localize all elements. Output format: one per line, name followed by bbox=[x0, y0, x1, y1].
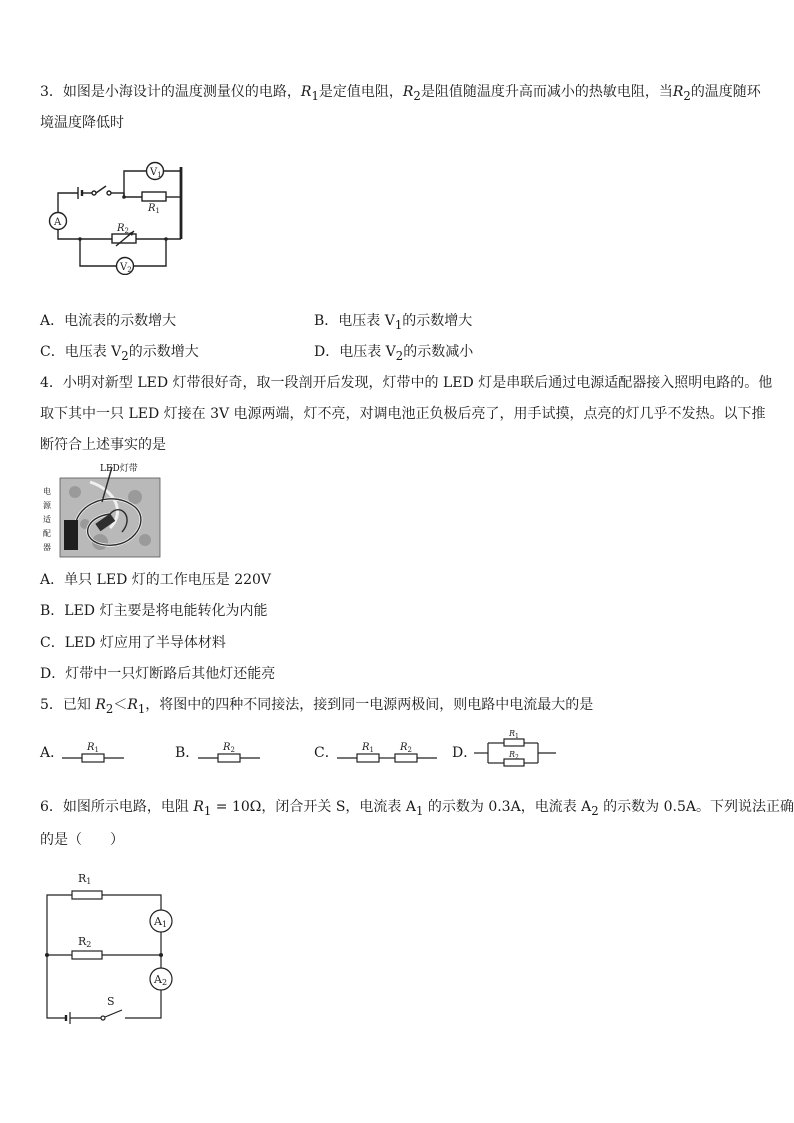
svg-text:R2 bbox=[116, 223, 129, 235]
q3-option-b[interactable] bbox=[314, 311, 472, 335]
svg-text:R1 bbox=[78, 872, 91, 886]
ammeter-label: A bbox=[54, 217, 62, 228]
r2-label: R bbox=[400, 742, 408, 753]
q4-option-c[interactable]: C．LED 灯应用了半导体材料 bbox=[40, 635, 226, 651]
option-text: 的示数减小 bbox=[403, 344, 474, 360]
v1-subscript: 1 bbox=[157, 171, 162, 179]
q3-option-a[interactable]: A．电流表的示数增大 bbox=[40, 313, 177, 329]
q3-option-c[interactable] bbox=[40, 342, 199, 366]
r1-label-subscript: 1 bbox=[94, 746, 99, 754]
r2-label: R bbox=[78, 935, 87, 948]
r1-label: R bbox=[87, 742, 95, 753]
r1-label-subscript: 1 bbox=[86, 877, 92, 886]
q4-option-d[interactable]: D．灯带中一只灯断路后其他灯还能亮 bbox=[40, 666, 276, 682]
option-subscript: 1 bbox=[394, 317, 403, 332]
q3-stem-text: 是阻值随温度升高而减小的热敏电阻，当 bbox=[420, 84, 673, 100]
q6-circuit-diagram bbox=[40, 865, 185, 1030]
option-text: 的示数增大 bbox=[128, 344, 199, 360]
led-strip-photo bbox=[40, 462, 162, 559]
r2-symbol: R bbox=[402, 84, 414, 100]
v2-subscript: 2 bbox=[127, 266, 132, 274]
photo-label-led-strip: LED灯带 bbox=[100, 464, 138, 474]
q4-stem-line2: 取下其中一只 LED 灯接在 3V 电源两端，灯不亮，对调电池正负极后亮了，用手试摸，点亮的灯几乎不发热。以下推 bbox=[40, 406, 766, 422]
a1-label: A bbox=[154, 915, 162, 928]
option-text: B．电压表 V bbox=[314, 313, 395, 329]
option-subscript: 2 bbox=[121, 348, 129, 363]
q3-stem-line1 bbox=[40, 82, 761, 106]
r1-label: R bbox=[509, 729, 516, 738]
r2-label-subscript: 2 bbox=[515, 754, 519, 761]
q6-stem-text: ，闭合开关 S，电流表 A bbox=[261, 799, 416, 815]
q3-stem-text: 的温度随环 bbox=[690, 84, 761, 100]
q5-option-d-label[interactable]: D． bbox=[452, 745, 478, 761]
q5-option-d-circuit[interactable] bbox=[474, 727, 556, 775]
svg-text:V1 bbox=[149, 167, 162, 179]
q5-option-a-label[interactable]: A． bbox=[40, 745, 65, 761]
v2-label: V bbox=[120, 262, 128, 273]
q3-circuit-diagram bbox=[40, 155, 190, 275]
r1-label-subscript: 1 bbox=[155, 207, 160, 215]
q6-stem-text: 6．如图所示电路，电阻 bbox=[40, 799, 194, 815]
r2-subscript: 2 bbox=[105, 701, 114, 716]
q3-stem-text: 3．如图是小海设计的温度测量仪的电路， bbox=[40, 84, 301, 100]
r2-label: R bbox=[509, 750, 516, 759]
q5-stem-text: ，将图中的四种不同接法，接到同一电源两极间，则电路中电流最大的是 bbox=[145, 697, 594, 713]
q5-option-c-label[interactable]: C． bbox=[314, 745, 339, 761]
r1-symbol: R bbox=[300, 84, 312, 100]
q6-stem-text: 的示数为 0.5A。下列说法正确 bbox=[598, 799, 794, 815]
r2-subscript: 2 bbox=[413, 88, 421, 103]
svg-text:A1 bbox=[153, 915, 167, 929]
svg-text:V2 bbox=[119, 262, 132, 274]
switch-label: S bbox=[107, 995, 115, 1008]
q6-stem-line1 bbox=[40, 797, 794, 821]
r2-label-subscript: 2 bbox=[86, 940, 92, 949]
svg-text:R2 bbox=[222, 742, 235, 754]
r2-subscript: 2 bbox=[683, 88, 691, 103]
r1-symbol: R bbox=[127, 697, 138, 713]
r1-label: R bbox=[148, 203, 156, 214]
photo-label-adapter: 配 bbox=[43, 529, 51, 538]
q5-option-b-circuit[interactable] bbox=[198, 736, 260, 766]
svg-text:R1 bbox=[361, 742, 374, 754]
q3-stem-text: 是定值电阻， bbox=[318, 84, 403, 100]
r1-label-subscript: 1 bbox=[369, 746, 374, 754]
svg-text:A2 bbox=[153, 973, 167, 987]
r1-label-subscript: 1 bbox=[515, 733, 519, 740]
r1-label: R bbox=[362, 742, 370, 753]
r2-label-subscript: 2 bbox=[230, 746, 235, 754]
r1-subscript: 1 bbox=[203, 803, 212, 818]
photo-label-adapter: 电 bbox=[43, 487, 51, 496]
r1-label: R bbox=[78, 872, 87, 885]
a2-subscript: 2 bbox=[591, 803, 599, 818]
less-than-sign: ＜ bbox=[113, 697, 128, 713]
a1-subscript: 1 bbox=[416, 803, 424, 818]
v1-label: V bbox=[150, 167, 158, 178]
option-text: 的示数增大 bbox=[402, 313, 473, 329]
svg-text:R1 bbox=[86, 742, 99, 754]
photo-label-adapter: 器 bbox=[43, 543, 51, 552]
a2-label-subscript: 2 bbox=[161, 978, 168, 987]
r1-subscript: 1 bbox=[137, 701, 146, 716]
a1-label-subscript: 1 bbox=[161, 920, 168, 929]
a2-label: A bbox=[154, 973, 162, 986]
r2-symbol: R bbox=[672, 84, 684, 100]
photo-label-adapter: 适 bbox=[43, 515, 51, 524]
q6-stem-text: 的示数为 0.3A，电流表 A bbox=[423, 799, 592, 815]
r1-symbol: R bbox=[193, 799, 204, 815]
svg-text:R1 bbox=[147, 203, 160, 215]
r2-label-subscript: 2 bbox=[124, 227, 129, 235]
r2-label: R bbox=[223, 742, 231, 753]
svg-text:R2 bbox=[78, 935, 91, 949]
r2-label: R bbox=[117, 223, 125, 234]
q4-stem-line1: 4．小明对新型 LED 灯带很好奇，取一段剖开后发现，灯带中的 LED 灯是串联后通过电源适配器接入照明电路的。他 bbox=[40, 375, 773, 391]
svg-text:R1 bbox=[508, 729, 519, 740]
q5-option-b-label[interactable]: B． bbox=[175, 745, 200, 761]
svg-text:R2 bbox=[399, 742, 412, 754]
photo-label-adapter: 源 bbox=[43, 501, 51, 510]
q4-option-b[interactable]: B．LED 灯主要是将电能转化为内能 bbox=[40, 603, 268, 619]
q3-stem-line2: 境温度降低时 bbox=[40, 115, 124, 131]
option-text: D．电压表 V bbox=[314, 344, 396, 360]
option-subscript: 2 bbox=[395, 348, 404, 363]
q5-stem bbox=[40, 695, 593, 719]
option-text: C．电压表 V bbox=[40, 344, 122, 360]
q6-stem-line2: 的是（ ） bbox=[40, 832, 124, 848]
q4-stem-line3: 断符合上述事实的是 bbox=[40, 437, 166, 453]
r1-subscript: 1 bbox=[311, 88, 319, 103]
r1-value: = 10Ω bbox=[211, 799, 262, 815]
q5-option-a-circuit[interactable] bbox=[62, 736, 124, 766]
q5-stem-text: 5．已知 bbox=[40, 697, 96, 713]
q4-option-a[interactable]: A．单只 LED 灯的工作电压是 220V bbox=[40, 572, 272, 588]
r2-symbol: R bbox=[95, 697, 106, 713]
q5-option-c-circuit[interactable] bbox=[337, 736, 437, 766]
q3-option-d[interactable] bbox=[314, 342, 473, 366]
r2-label-subscript: 2 bbox=[407, 746, 412, 754]
